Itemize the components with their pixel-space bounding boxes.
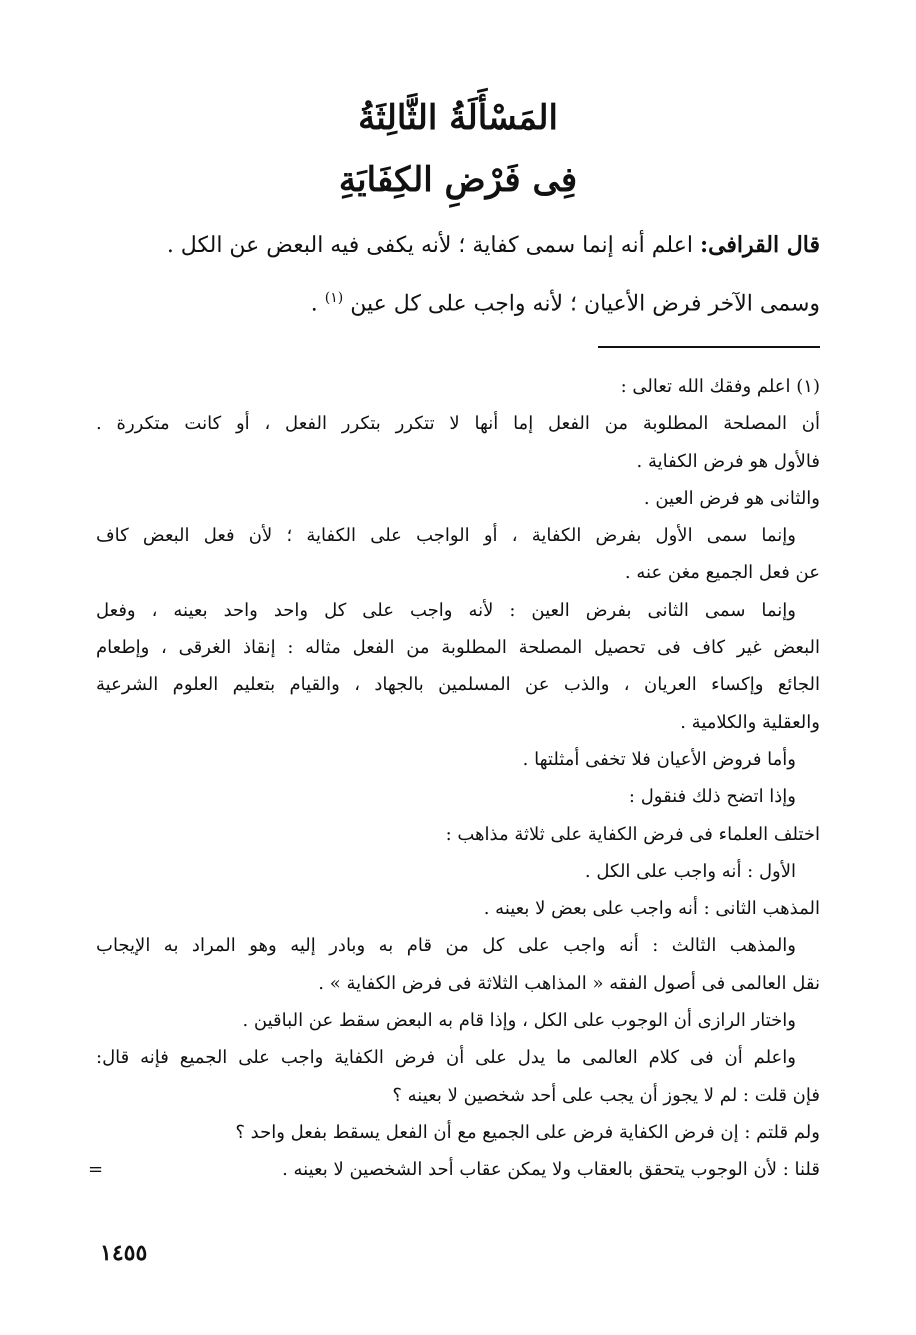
footnote-line: عن فعل الجميع مغن عنه .: [624, 562, 820, 584]
footnote-line: والثانى هو فرض العين .: [643, 487, 820, 509]
footnote-line: وإنما سمى الأول بفرض الكفاية ، أو الواجب على الكفاية ؛ لأن فعل البعض كاف: [96, 525, 796, 547]
footnote-last-line: [88, 1151, 820, 1188]
footnote-line: واعلم أن فى كلام العالمى ما يدل على أن فرض الكفاية واجب على الجميع فإنه قال:: [96, 1047, 796, 1069]
quote-attribution: قال القرافى:: [699, 232, 820, 258]
footnote-line: المذهب الثانى : أنه واجب على بعض لا بعينه .: [483, 898, 820, 920]
section-title: المَسْأَلَةُ الثَّالِثَةُ: [358, 98, 558, 138]
main-text-line-1-body: اعلم أنه إنما سمى كفاية ؛ لأنه يكفى فيه البعض عن الكل .: [166, 233, 700, 258]
footnote-line: فإن قلت : لم لا يجوز أن يجب على أحد شخصين لا بعينه ؟: [392, 1084, 820, 1106]
footnote-line: وإذا اتضح ذلك فنقول :: [628, 786, 796, 808]
footnote-line: والمذهب الثالث : أنه واجب على كل من قام به وبادر إليه وهو المراد به الإيجاب: [96, 935, 796, 957]
section-subtitle: فِى فَرْضِ الكِفَايَةِ: [338, 160, 578, 200]
footnote-block: [88, 368, 820, 1189]
main-text-line-2: [100, 290, 820, 316]
footnote-line: قلنا : لأن الوجوب يتحقق بالعقاب ولا يمكن عقاب أحد الشخصين لا بعينه .: [282, 1159, 820, 1181]
main-text-line-2-end: .: [310, 291, 325, 317]
footnote-line: الجائع وإكساء العريان ، والذب عن المسلمين بالجهاد ، والقيام بتعليم العلوم الشرعية: [96, 674, 820, 696]
main-text-line-2-body: وسمى الآخر فرض الأعيان ؛ لأنه واجب على كل عين: [350, 291, 820, 317]
footnote-line: والعقلية والكلامية .: [680, 711, 820, 733]
main-text-line-1: [100, 232, 820, 258]
footnote-line: أن المصلحة المطلوبة من الفعل إما أنها لا تتكرر بتكرر الفعل ، أو كانت متكررة .: [96, 413, 820, 435]
footnote-reference: (١): [324, 290, 344, 306]
page-number: ١٤٥٥: [100, 1240, 148, 1266]
footnote-line: (١) اعلم وفقك الله تعالى :: [620, 376, 820, 397]
footnote-line: واختار الرازى أن الوجوب على الكل ، وإذا قام به البعض سقط عن الباقين .: [242, 1010, 796, 1032]
footnote-line: اختلف العلماء فى فرض الكفاية على ثلاثة مذاهب :: [445, 823, 820, 845]
footnote-line: الأول : أنه واجب على الكل .: [584, 860, 796, 882]
footnote-line: نقل العالمى فى أصول الفقه « المذاهب الثلاثة فى فرض الكفاية » .: [318, 972, 820, 994]
footnote-line: ولم قلتم : إن فرض الكفاية فرض على الجميع مع أن الفعل يسقط بفعل واحد ؟: [235, 1121, 820, 1143]
footnote-line: البعض غير كاف فى تحصيل المصلحة المطلوبة من الفعل مثاله : إنقاذ الغرقى ، وإطعام: [96, 637, 820, 659]
end-mark: =: [88, 1159, 104, 1181]
footnote-line: وأما فروض الأعيان فلا تخفى أمثلتها .: [522, 748, 796, 770]
footnote-line: فالأول هو فرض الكفاية .: [636, 450, 820, 472]
footnote-separator: [598, 346, 820, 348]
footnote-line: وإنما سمى الثانى بفرض العين : لأنه واجب على كل واحد واحد بعينه ، وفعل: [96, 599, 796, 621]
